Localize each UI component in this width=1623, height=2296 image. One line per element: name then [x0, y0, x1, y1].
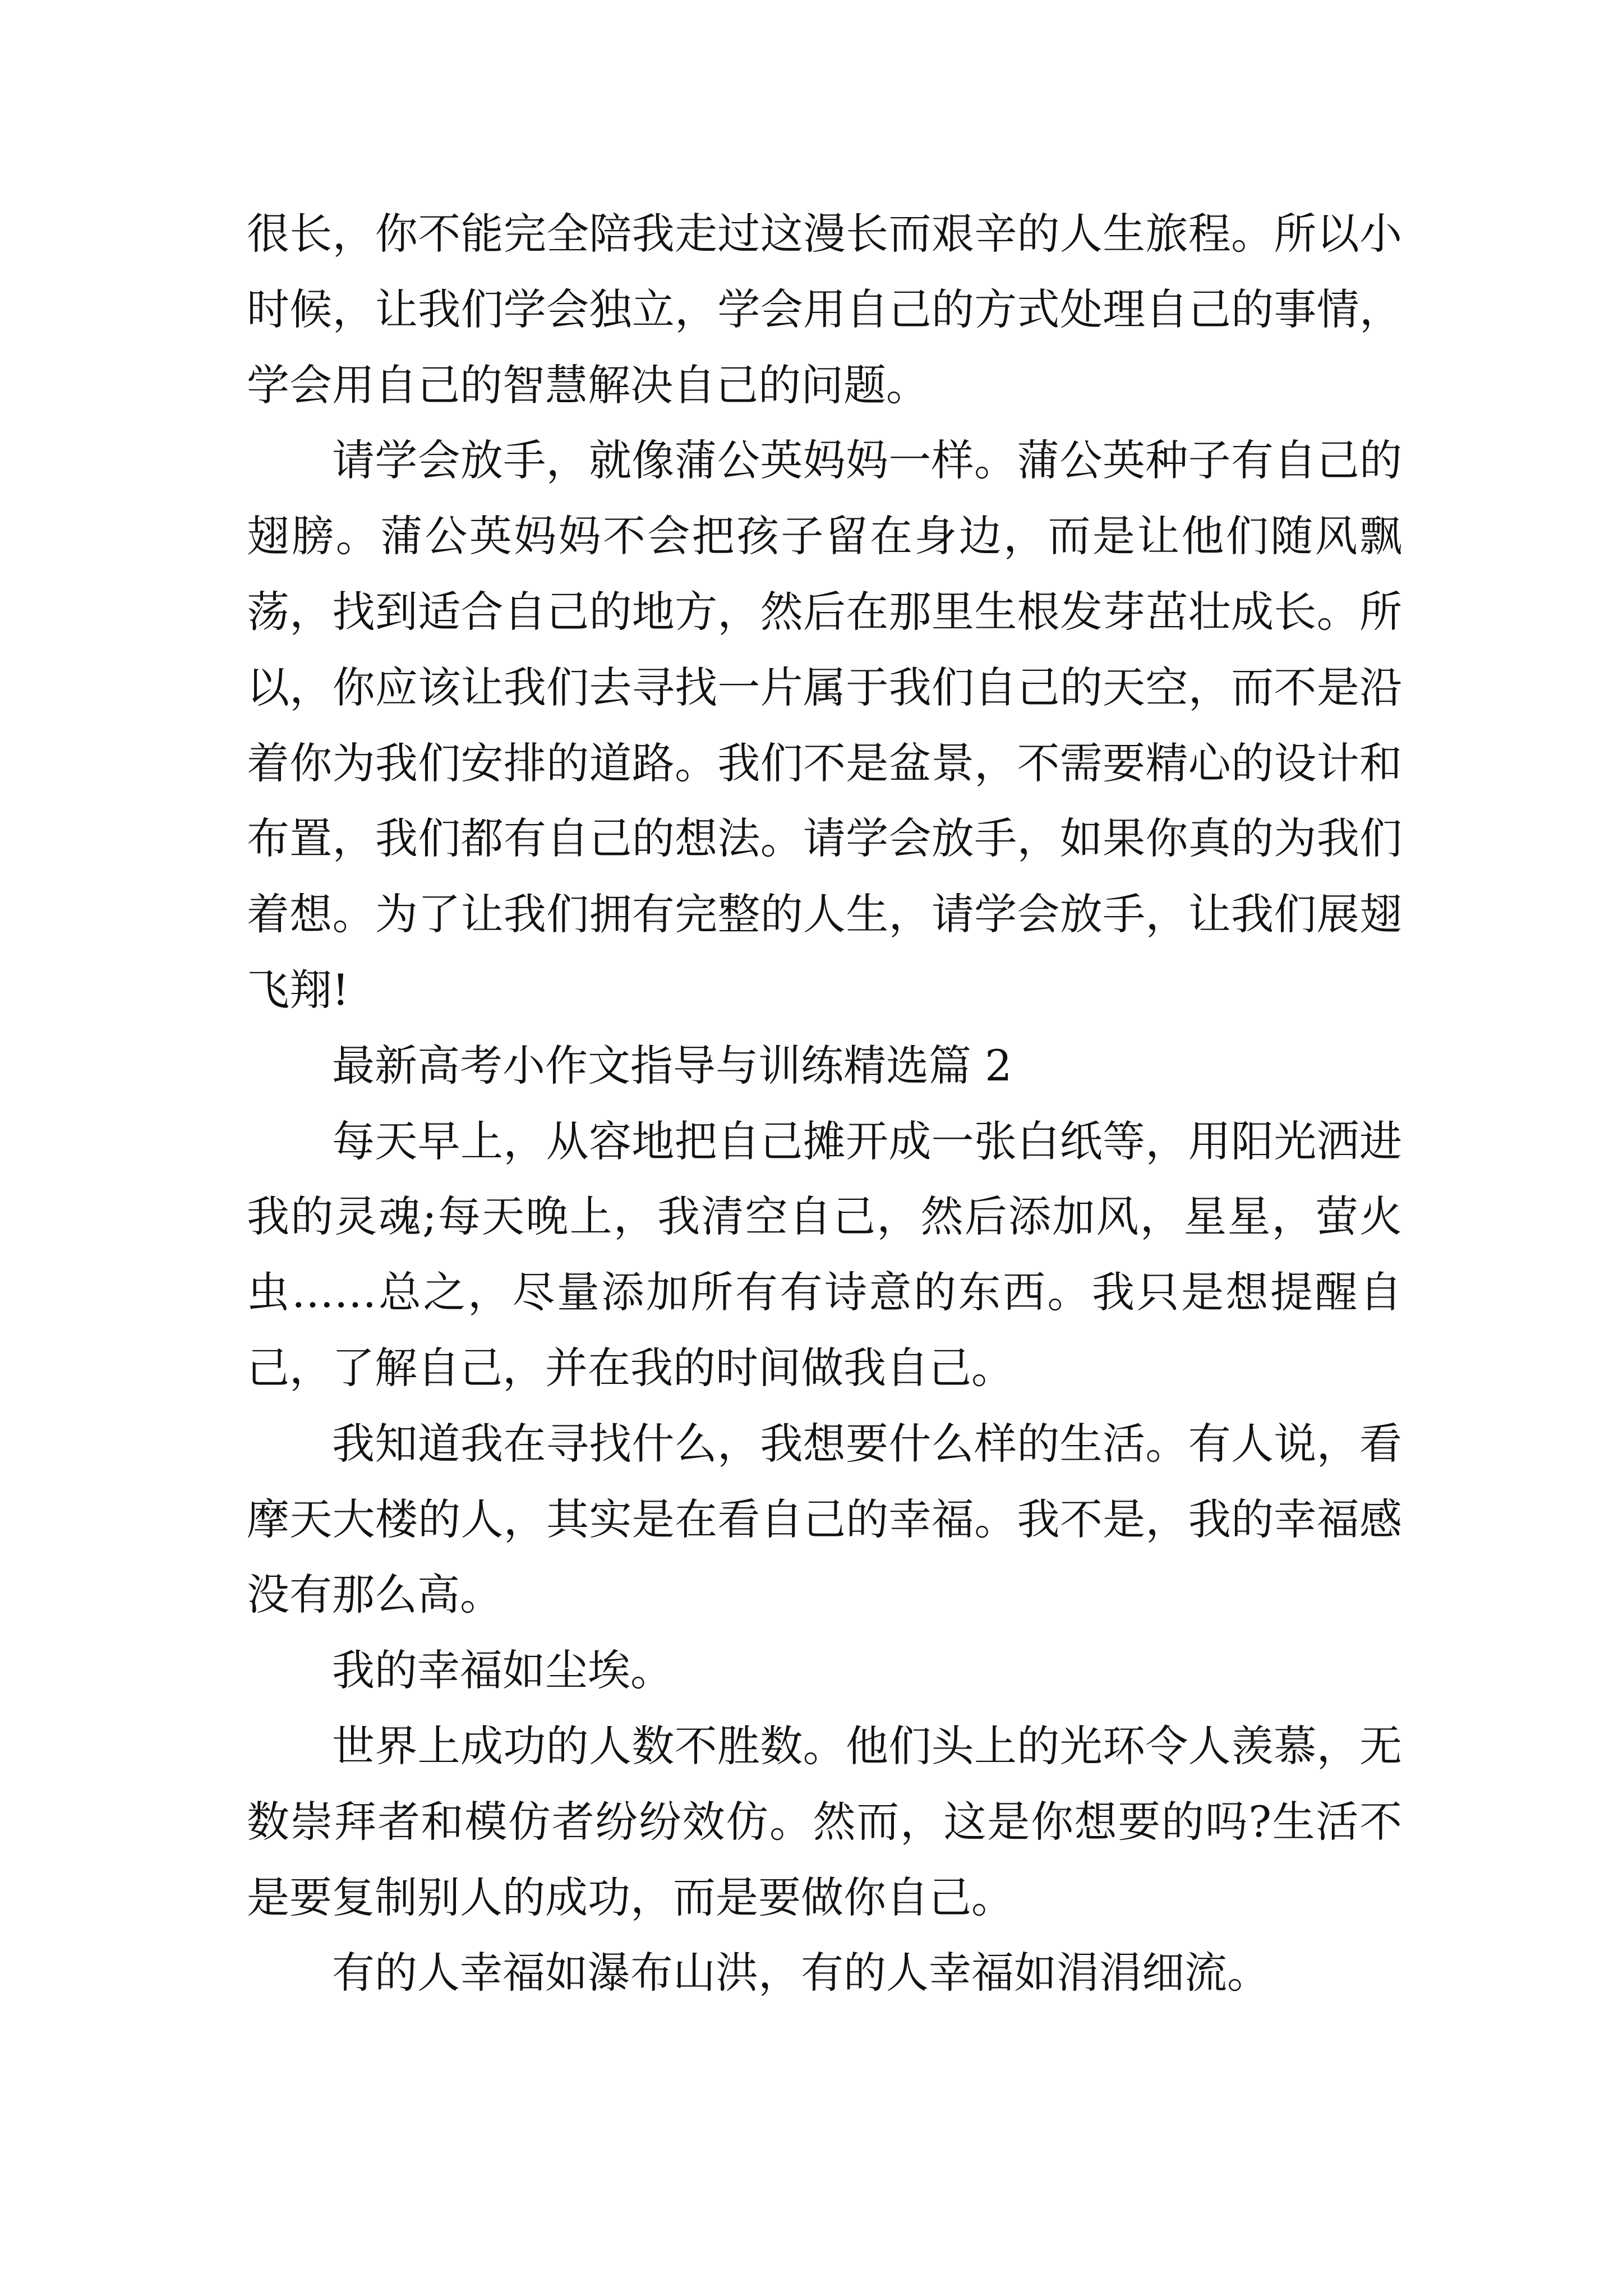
paragraph-waterfall: 有的人幸福如瀑布山洪，有的人幸福如涓涓细流。	[332, 1948, 1270, 1998]
paragraph-morning: 每天早上，从容地把自己摊开成一张白纸等，用阳光洒进我的灵魂;每天晚上，我清空自己，然后添加风，星星，萤火虫……总之，尽量添加所有有诗意的东西。我只是想提醒自己，了解自己，并在我的时间做我自己。	[247, 1116, 1402, 1393]
paragraph-let-go: 请学会放手，就像蒲公英妈妈一样。蒲公英种子有自己的翅膀。蒲公英妈妈不会把孩子留在身边，而是让他们随风飘荡，找到适合自己的地方，然后在那里生根发芽茁壮成长。所以，你应该让我们去寻找一片属于我们自己的天空，而不是沿着你为我们安排的道路。我们不是盆景，不需要精心的设计和布置，我们都有自己的想法。请学会放手，如果你真的为我们着想。为了让我们拥有完整的人生，请学会放手，让我们展翅飞翔!	[247, 435, 1402, 1015]
document-body	[247, 196, 1402, 2011]
paragraph-success: 世界上成功的人数不胜数。他们头上的光环令人羡慕，无数崇拜者和模仿者纷纷效仿。然而，这是你想要的吗?生活不是要复制别人的成功，而是要做你自己。	[247, 1720, 1402, 1922]
paragraph-dust: 我的幸福如尘埃。	[332, 1645, 673, 1696]
paragraph-seeking: 我知道我在寻找什么，我想要什么样的生活。有人说，看摩天大楼的人，其实是在看自己的幸福。我不是，我的幸福感没有那么高。	[247, 1418, 1402, 1620]
section-heading: 最新高考小作文指导与训练精选篇 2	[332, 1040, 1012, 1091]
paragraph-continuation: 很长，你不能完全陪我走过这漫长而艰辛的人生旅程。所以小时候，让我们学会独立，学会用自己的方式处理自己的事情，学会用自己的智慧解决自己的问题。	[247, 209, 1402, 410]
